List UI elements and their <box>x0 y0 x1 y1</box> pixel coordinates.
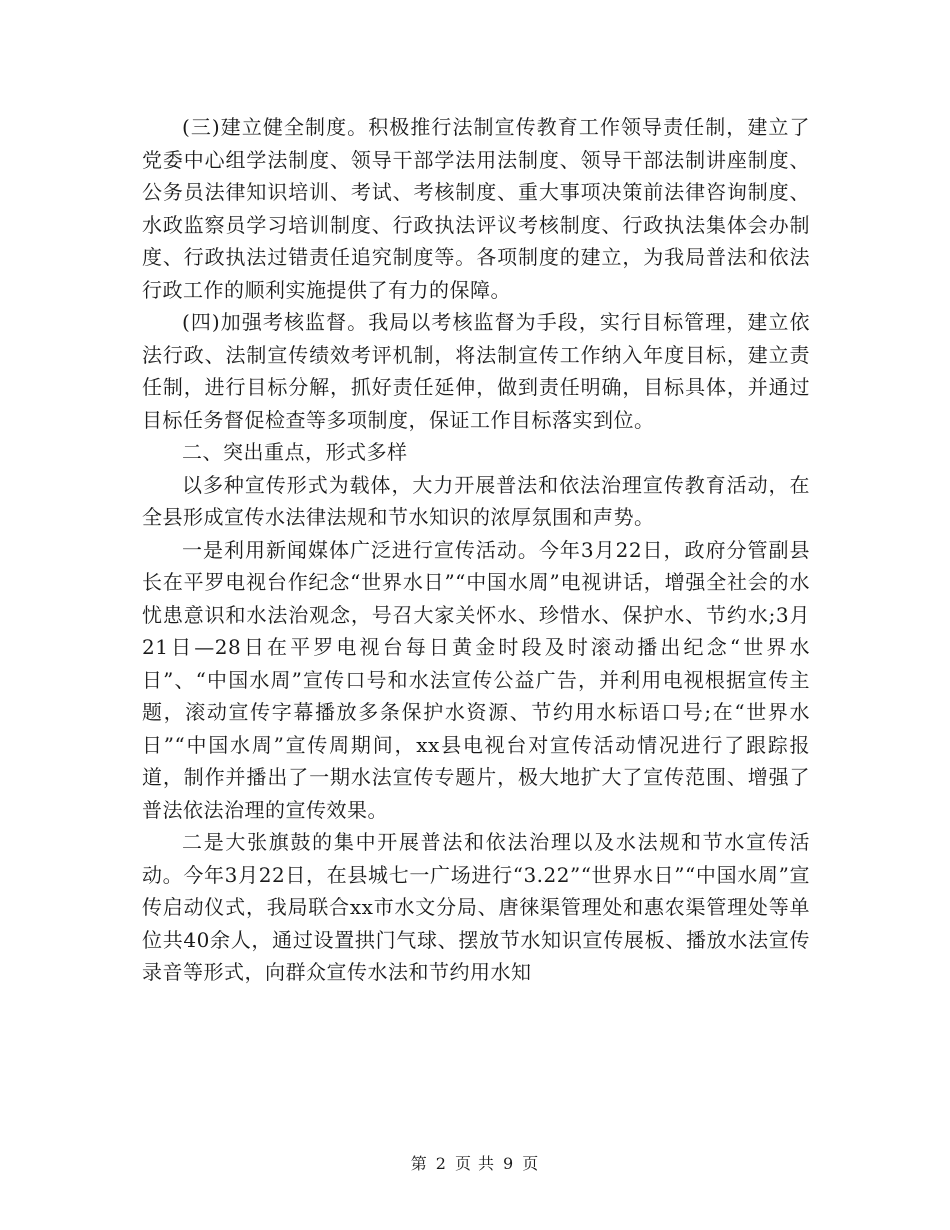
footer-prefix: 第 <box>410 1154 428 1173</box>
paragraph-news-media: 一是利用新闻媒体广泛进行宣传活动。今年3月22日，政府分管副县长在平罗电视台作纪念“世界水日”“中国水周”电视讲话，增强全社会的水忧患意识和水法治观念，号召大家关怀水、珍惜水、保护水、节约水;3月21日—28日在平罗电视台每日黄金时段及时滚动播出纪念“世界水日”、“中国水周”宣传口号和水法宣传公益广告，并利用电视根据宣传主题，滚动宣传字幕播放多条保护水资源、节约用水标语口号;在“世界水日”“中国水周”宣传周期间，xx县电视台对宣传活动情况进行了跟踪报道，制作并播出了一期水法宣传专题片，极大地扩大了宣传范围、增强了普法依法治理的宣传效果。 <box>142 537 810 822</box>
document-body <box>142 111 810 989</box>
footer-middle: 页 共 <box>454 1154 496 1173</box>
paragraph-establish-systems: (三)建立健全制度。积极推行法制宣传教育工作领导责任制，建立了党委中心组学法制度、领导干部学法用法制度、领导干部法制讲座制度、公务员法律知识培训、考试、考核制度、重大事项决策前法律咨询制度、水政监察员学习培训制度、行政执法评议考核制度、行政执法集体会办制度、行政执法过错责任追究制度等。各项制度的建立，为我局普法和依法行政工作的顺利实施提供了有力的保障。 <box>142 115 810 302</box>
footer-suffix: 页 <box>522 1154 540 1173</box>
paragraph-strengthen-supervision: (四)加强考核监督。我局以考核监督为手段，实行目标管理，建立依法行政、法制宣传绩效考评机制，将法制宣传工作纳入年度目标，建立责任制，进行目标分解，抓好责任延伸，做到责任明确，目标具体，并通过目标任务督促检查等多项制度，保证工作目标落实到位。 <box>142 310 810 432</box>
section-heading: 二、突出重点，形式多样 <box>182 440 408 464</box>
paragraph-intro: 以多种宣传形式为载体，大力开展普法和依法治理宣传教育活动，在全县形成宣传水法律法规和节水知识的浓厚氛围和声势。 <box>142 472 810 529</box>
paragraph-concentrated-campaign: 二是大张旗鼓的集中开展普法和依法治理以及水法规和节水宣传活动。今年3月22日，在县城七一广场进行“3.22”“世界水日”“中国水周”宣传启动仪式，我局联合xx市水文分局、唐徕渠管理处和惠农渠管理处等单位共40余人，通过设置拱门气球、摆放节水知识宣传展板、播放水法宣传录音等形式，向群众宣传水法和节约用水知 <box>142 830 810 984</box>
footer-total-pages: 9 <box>503 1154 515 1173</box>
page-footer <box>0 1152 950 1176</box>
footer-page-number: 2 <box>435 1154 447 1173</box>
